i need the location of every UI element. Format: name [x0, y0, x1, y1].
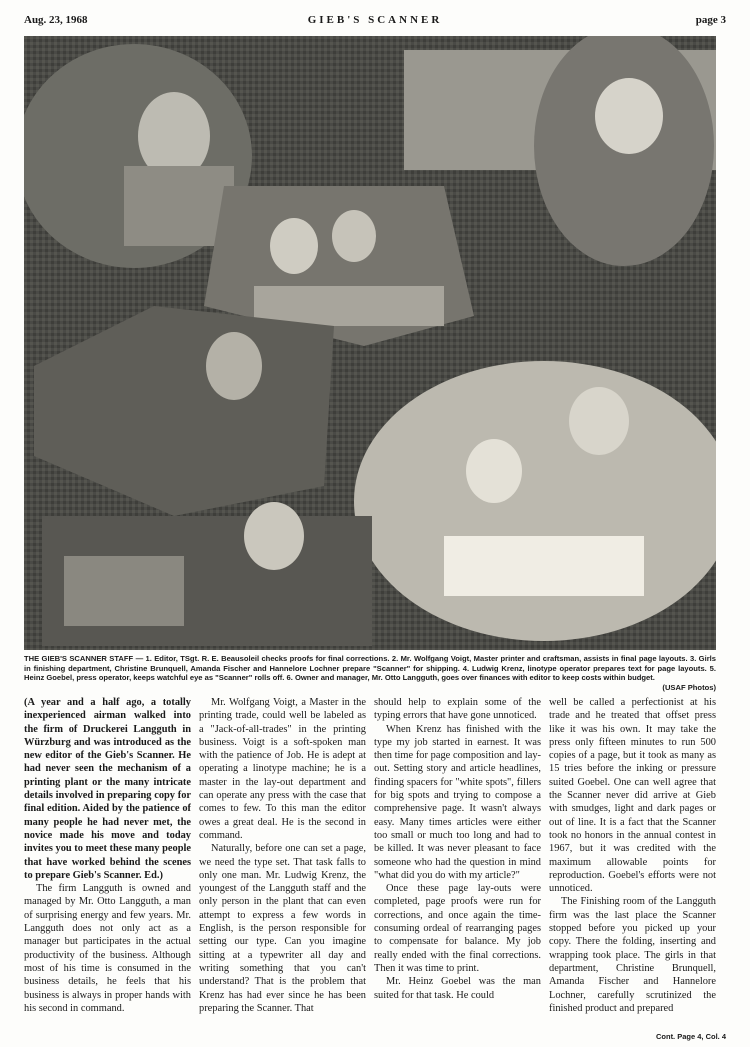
photo-caption	[24, 654, 716, 694]
editor-note-paragraph: (A year and a half ago, a totally inexperienced airman walked into the firm of Druckerei Langguth in Würzburg and was introduced as the new editor of the Gieb's Scanner. He had never seen the mechanism of a printing plant or the many intricate details involved in preparing copy for final edition. Aided by the patience of many people he had never met, the novice made his move and today invites you to meet these many people that have worked behind the scenes to prepare Gieb's Scanner. Ed.)	[24, 697, 191, 881]
article-body	[24, 696, 716, 1042]
article-paragraph: The firm Langguth is owned and managed by Mr. Otto Langguth, a man of surprising energy and few years. Mr. Langguth does not only act as a manager but participates in the actual productivity of the business. Although most of his time is consumed in the business details, he feels that his business is always in proper hands with his second in command.	[24, 883, 191, 1014]
article-column-1	[24, 696, 191, 1042]
article-paragraph: should help to explain some of the typing errors that have gone unnoticed.	[374, 697, 541, 722]
newspaper-name: GIEB'S SCANNER	[307, 14, 443, 26]
article-column-3	[374, 696, 541, 1042]
article-paragraph: Mr. Wolfgang Voigt, a Master in the printing trade, could well be labeled as a "Jack-of-all-trades" in the printing business. Voigt is a soft-spoken man with the patience of Job. He is adept at operating a linotype machine; he is a master in the lay-out department and can operate any press with the case that comes to few. To this man the editor owes a great deal. He is the second in command.	[199, 697, 366, 841]
article-column-2	[199, 696, 366, 1042]
article-paragraph: The Finishing room of the Langguth firm was the last place the Scanner stopped before you picked up your copy. There the folding, inserting and wrapping took place. The girls in that department, Christine Brunquell, Amanda Fischer and Hannelore Lochner, carefully scrutinized the finished product and prepared	[549, 896, 716, 1014]
page-header	[24, 14, 726, 34]
staff-photo-collage	[24, 36, 716, 650]
photo-collage-image	[24, 36, 716, 650]
article-paragraph: Once these page lay-outs were completed, page proofs were run for corrections, and once again the time-consuming ordeal of rearranging pages to compensate for balance. My job really ended with the final corrections. Then it was time to print.	[374, 883, 541, 974]
article-paragraph: When Krenz has finished with the type my job started in earnest. It was then time for page composition and lay-out. Setting story and article headlines, finding spacers for "white spots", fillers for big spots and trying to compose a comprehensive page. It wasn't always easy. Many times articles were either too small or much too long and had to be killed. It was never pleasant to face someone who had the question in mind "what did you do with my article?"	[374, 723, 541, 881]
article-paragraph: well be called a perfectionist at his trade and he treated that offset press like it was his own. It may take the press only fifteen minutes to run 500 copies of a page, but it took as many as 15 tries before the inking or pressure suited Goebel. One can well agree that the Scanner never did arrive at Gieb with smudges, light and dark pages or out of line. It is a fact that the Scanner took no honors in the annual contest in 1967, but it was credited with the maximum allowable points for reproduction. Goebel's efforts were not unnoticed.	[549, 697, 716, 895]
photo-credit: (USAF Photos)	[662, 682, 716, 692]
article-paragraph: Naturally, before one can set a page, we need the type set. That task falls to only one man. Mr. Ludwig Krenz, the youngest of the Langguth staff and the only person in the plant that can even attempt to express a few words in English, is the person responsible for setting our type. Can you imagine sitting at a typewriter all day and writing something that you can't understand? That is the problem that Krenz has had ever since he has been preparing the Scanner. That	[199, 843, 366, 1014]
issue-date: Aug. 23, 1968	[24, 14, 88, 26]
page-number: page 3	[695, 14, 726, 26]
article-paragraph: Mr. Heinz Goebel was the man suited for that task. He could	[374, 976, 541, 1001]
caption-text: THE GIEB'S SCANNER STAFF — 1. Editor, TSgt. R. E. Beausoleil checks proofs for final corrections. 2. Mr. Wolfgang Voigt, Master printer and craftsman, assists in final page layouts. 3. Girls in finishing department, Christine Brunquell, Amanda Fischer and Hannelore Lochner prepare "Scanner" for shipping. 4. Ludwig Krenz, linotype operator prepares text for page layouts. 5. Heinz Goebel, press operator, keeps watchful eye as "Scanner" rolls off. 6. Owner and manager, Mr. Otto Langguth, goes over finances with editor to keep costs within budget.	[24, 654, 716, 683]
continued-note: Cont. Page 4, Col. 4	[655, 1032, 726, 1041]
article-column-4	[549, 696, 716, 1042]
